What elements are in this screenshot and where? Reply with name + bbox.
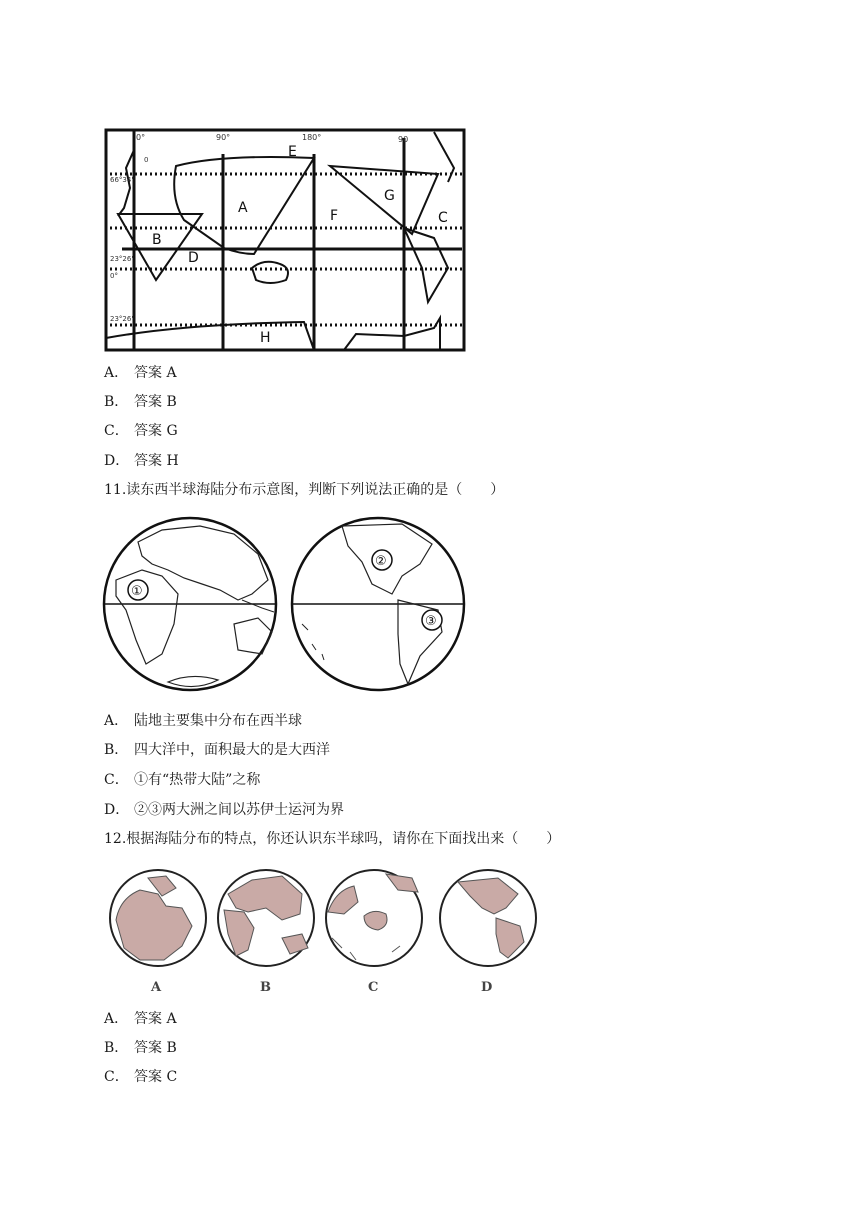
- globe-label-d: D: [481, 980, 493, 995]
- marker-2: ②: [375, 554, 387, 569]
- lon-label-180: 180°: [302, 133, 322, 142]
- region-label-g: G: [384, 188, 395, 204]
- q12-option-a[interactable]: A． 答案 A: [104, 1011, 177, 1027]
- q12-stem: 12.根据海陆分布的特点，你还认识东半球吗，请你在下面找出来（ ）: [104, 831, 561, 847]
- region-label-d: D: [188, 250, 199, 266]
- hemispheres-figure: [102, 514, 468, 696]
- lat-label-top: 0: [144, 156, 149, 164]
- region-label-a: A: [238, 200, 248, 216]
- globe-b: [218, 870, 314, 966]
- globe-c: [326, 870, 422, 966]
- lon-label-0: 0°: [136, 133, 146, 142]
- globe-a: [110, 870, 206, 966]
- region-label-e: E: [288, 144, 297, 160]
- q12-option-b[interactable]: B． 答案 B: [104, 1040, 177, 1056]
- four-globes-figure: [106, 868, 544, 972]
- lon-label-90w: 90: [398, 135, 409, 144]
- region-label-c: C: [438, 210, 448, 226]
- q11-option-a[interactable]: A． 陆地主要集中分布在西半球: [104, 713, 302, 729]
- world-grid-map: [104, 128, 468, 354]
- q10-option-c[interactable]: C． 答案 G: [104, 423, 178, 439]
- region-label-h: H: [260, 330, 271, 346]
- globe-label-c: C: [368, 980, 379, 995]
- lat-label-23n: 23°26': [110, 255, 134, 263]
- eastern-hemisphere: [104, 518, 276, 690]
- marker-1: ①: [131, 584, 143, 599]
- q10-option-b[interactable]: B． 答案 B: [104, 394, 177, 410]
- q11-option-b[interactable]: B． 四大洋中，面积最大的是大西洋: [104, 742, 330, 758]
- q11-option-c[interactable]: C． ①有“热带大陆”之称: [104, 772, 261, 788]
- q10-option-d[interactable]: D． 答案 H: [104, 453, 179, 469]
- lat-label-23s: 23°26': [110, 315, 134, 323]
- region-label-b: B: [152, 232, 162, 248]
- globe-label-a: A: [151, 980, 162, 995]
- lat-label-eq: 0°: [110, 272, 118, 280]
- western-hemisphere: [292, 518, 464, 690]
- q11-option-d[interactable]: D． ②③两大洲之间以苏伊士运河为界: [104, 802, 344, 818]
- q12-option-c[interactable]: C． 答案 C: [104, 1069, 178, 1085]
- globe-label-b: B: [260, 980, 271, 995]
- q10-option-a[interactable]: A． 答案 A: [104, 365, 177, 381]
- q11-stem: 11.读东西半球海陆分布示意图，判断下列说法正确的是（ ）: [104, 482, 505, 498]
- globe-d: [440, 870, 536, 966]
- lat-label-66: 66°34': [110, 176, 134, 184]
- marker-3: ③: [425, 614, 437, 629]
- lon-label-90: 90°: [216, 133, 231, 142]
- region-label-f: F: [330, 208, 339, 224]
